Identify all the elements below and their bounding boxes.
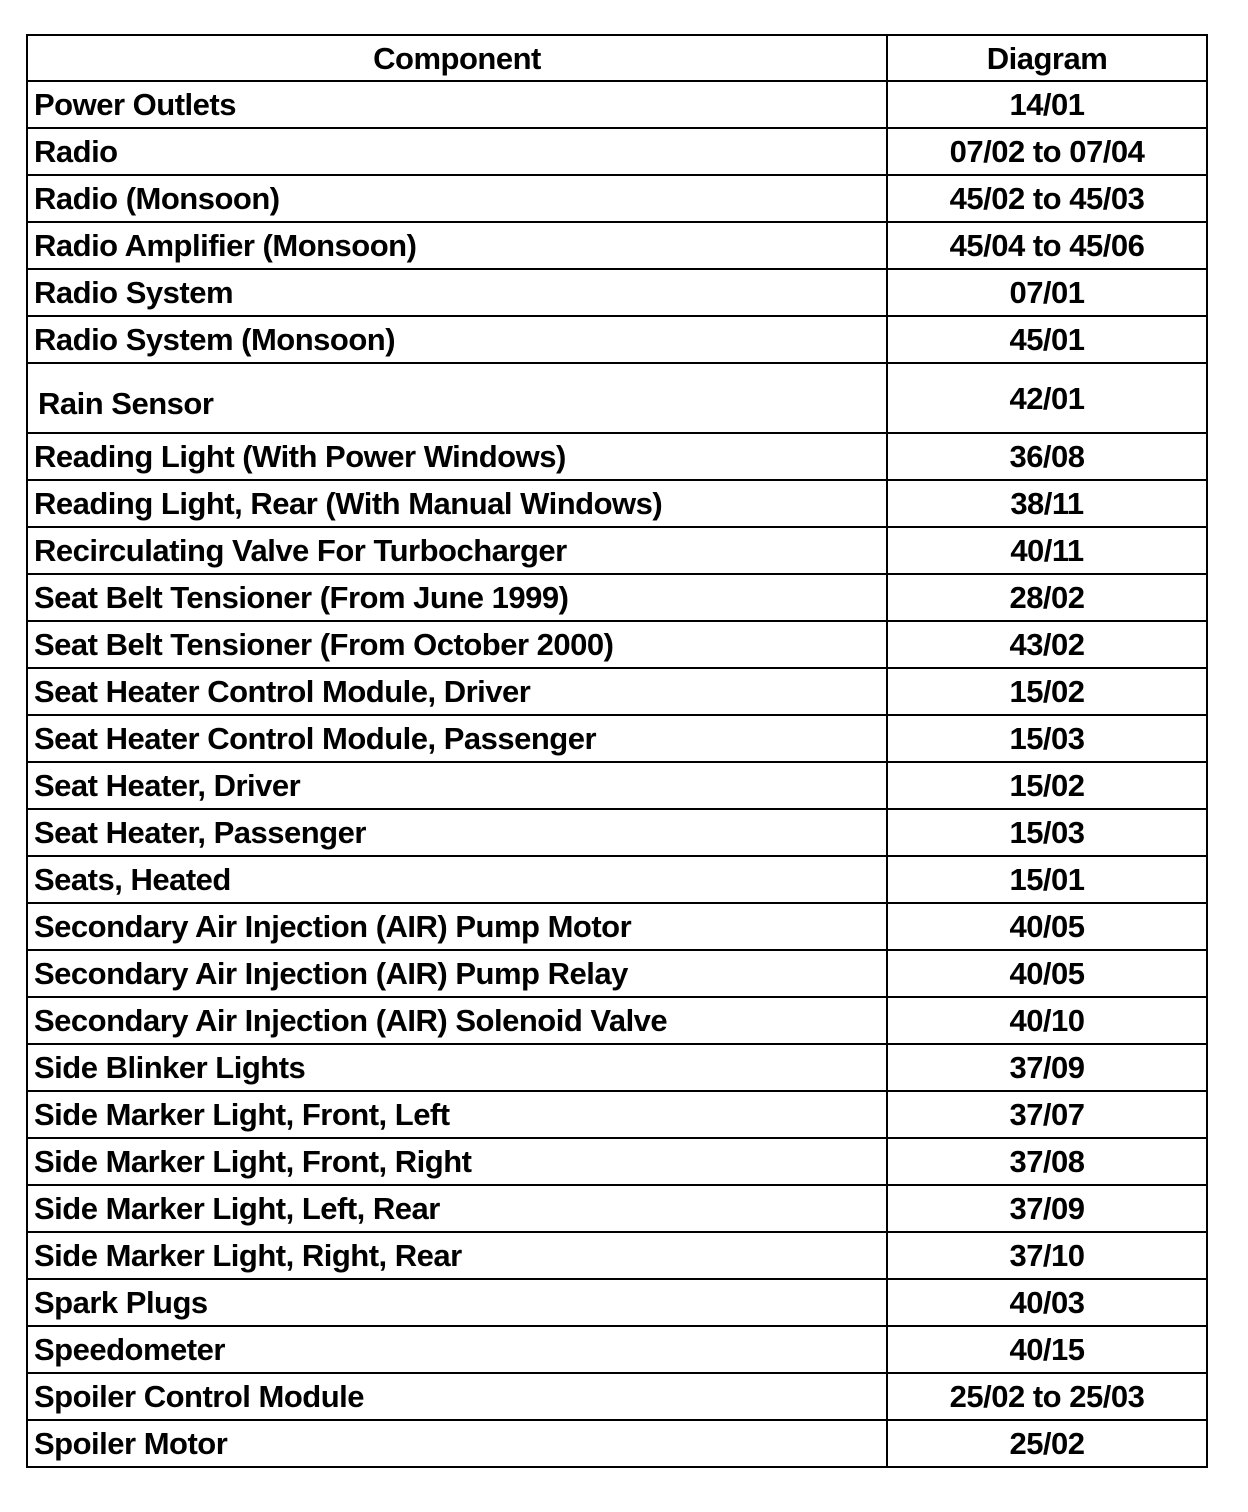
diagram-cell: 25/02 bbox=[887, 1420, 1207, 1467]
component-cell: Reading Light (With Power Windows) bbox=[27, 433, 887, 480]
diagram-cell: 07/02 to 07/04 bbox=[887, 128, 1207, 175]
component-cell: Recirculating Valve For Turbocharger bbox=[27, 527, 887, 574]
diagram-cell: 40/15 bbox=[887, 1326, 1207, 1373]
diagram-cell: 36/08 bbox=[887, 433, 1207, 480]
diagram-cell: 40/03 bbox=[887, 1279, 1207, 1326]
table-row bbox=[27, 1326, 1207, 1373]
table-row bbox=[27, 363, 1207, 433]
component-cell: Seat Heater, Passenger bbox=[27, 809, 887, 856]
component-cell: Reading Light, Rear (With Manual Windows) bbox=[27, 480, 887, 527]
table-row bbox=[27, 1373, 1207, 1420]
diagram-cell: 15/01 bbox=[887, 856, 1207, 903]
table-row bbox=[27, 950, 1207, 997]
table-row bbox=[27, 128, 1207, 175]
component-cell: Seat Heater Control Module, Passenger bbox=[27, 715, 887, 762]
table-header-row bbox=[27, 35, 1207, 81]
table-row bbox=[27, 762, 1207, 809]
component-cell: Seat Heater Control Module, Driver bbox=[27, 668, 887, 715]
component-cell: Radio System (Monsoon) bbox=[27, 316, 887, 363]
diagram-cell: 45/04 to 45/06 bbox=[887, 222, 1207, 269]
table-row bbox=[27, 527, 1207, 574]
component-cell: Seats, Heated bbox=[27, 856, 887, 903]
table-row bbox=[27, 1091, 1207, 1138]
header-diagram: Diagram bbox=[887, 35, 1207, 81]
diagram-cell: 40/05 bbox=[887, 903, 1207, 950]
diagram-cell: 43/02 bbox=[887, 621, 1207, 668]
diagram-cell: 40/10 bbox=[887, 997, 1207, 1044]
component-cell: Side Marker Light, Right, Rear bbox=[27, 1232, 887, 1279]
header-component: Component bbox=[27, 35, 887, 81]
diagram-cell: 40/11 bbox=[887, 527, 1207, 574]
component-cell: Side Marker Light, Front, Right bbox=[27, 1138, 887, 1185]
diagram-cell: 37/08 bbox=[887, 1138, 1207, 1185]
table-row bbox=[27, 809, 1207, 856]
component-cell: Spark Plugs bbox=[27, 1279, 887, 1326]
component-cell: Rain Sensor bbox=[27, 363, 887, 433]
diagram-cell: 38/11 bbox=[887, 480, 1207, 527]
table-row bbox=[27, 175, 1207, 222]
table-row bbox=[27, 1185, 1207, 1232]
component-diagram-table bbox=[26, 34, 1208, 1468]
diagram-cell: 42/01 bbox=[887, 363, 1207, 433]
table-row bbox=[27, 1279, 1207, 1326]
component-cell: Radio Amplifier (Monsoon) bbox=[27, 222, 887, 269]
component-cell: Seat Belt Tensioner (From October 2000) bbox=[27, 621, 887, 668]
diagram-cell: 45/01 bbox=[887, 316, 1207, 363]
diagram-cell: 15/03 bbox=[887, 809, 1207, 856]
table-row bbox=[27, 856, 1207, 903]
component-cell: Spoiler Motor bbox=[27, 1420, 887, 1467]
diagram-cell: 25/02 to 25/03 bbox=[887, 1373, 1207, 1420]
component-cell: Spoiler Control Module bbox=[27, 1373, 887, 1420]
diagram-cell: 14/01 bbox=[887, 81, 1207, 128]
diagram-cell: 15/02 bbox=[887, 762, 1207, 809]
component-cell: Seat Heater, Driver bbox=[27, 762, 887, 809]
table-row bbox=[27, 903, 1207, 950]
component-cell: Radio (Monsoon) bbox=[27, 175, 887, 222]
diagram-cell: 07/01 bbox=[887, 269, 1207, 316]
table-body bbox=[27, 81, 1207, 1467]
diagram-cell: 28/02 bbox=[887, 574, 1207, 621]
diagram-cell: 15/02 bbox=[887, 668, 1207, 715]
table-row bbox=[27, 81, 1207, 128]
table-row bbox=[27, 1138, 1207, 1185]
component-cell: Radio System bbox=[27, 269, 887, 316]
component-cell: Seat Belt Tensioner (From June 1999) bbox=[27, 574, 887, 621]
component-cell: Side Marker Light, Front, Left bbox=[27, 1091, 887, 1138]
diagram-cell: 37/09 bbox=[887, 1185, 1207, 1232]
component-cell: Secondary Air Injection (AIR) Solenoid Valve bbox=[27, 997, 887, 1044]
diagram-cell: 45/02 to 45/03 bbox=[887, 175, 1207, 222]
table-row bbox=[27, 997, 1207, 1044]
component-cell: Radio bbox=[27, 128, 887, 175]
table-row bbox=[27, 1232, 1207, 1279]
table-row bbox=[27, 621, 1207, 668]
diagram-cell: 37/07 bbox=[887, 1091, 1207, 1138]
table-row bbox=[27, 222, 1207, 269]
table-row bbox=[27, 433, 1207, 480]
diagram-cell: 37/09 bbox=[887, 1044, 1207, 1091]
table-row bbox=[27, 668, 1207, 715]
table-row bbox=[27, 715, 1207, 762]
component-cell: Speedometer bbox=[27, 1326, 887, 1373]
table-row bbox=[27, 1044, 1207, 1091]
table-row bbox=[27, 480, 1207, 527]
component-cell: Secondary Air Injection (AIR) Pump Motor bbox=[27, 903, 887, 950]
component-cell: Secondary Air Injection (AIR) Pump Relay bbox=[27, 950, 887, 997]
diagram-cell: 40/05 bbox=[887, 950, 1207, 997]
component-cell: Power Outlets bbox=[27, 81, 887, 128]
table-row bbox=[27, 269, 1207, 316]
table-row bbox=[27, 316, 1207, 363]
table-row bbox=[27, 574, 1207, 621]
diagram-cell: 15/03 bbox=[887, 715, 1207, 762]
component-cell: Side Blinker Lights bbox=[27, 1044, 887, 1091]
table-row bbox=[27, 1420, 1207, 1467]
component-cell: Side Marker Light, Left, Rear bbox=[27, 1185, 887, 1232]
diagram-cell: 37/10 bbox=[887, 1232, 1207, 1279]
